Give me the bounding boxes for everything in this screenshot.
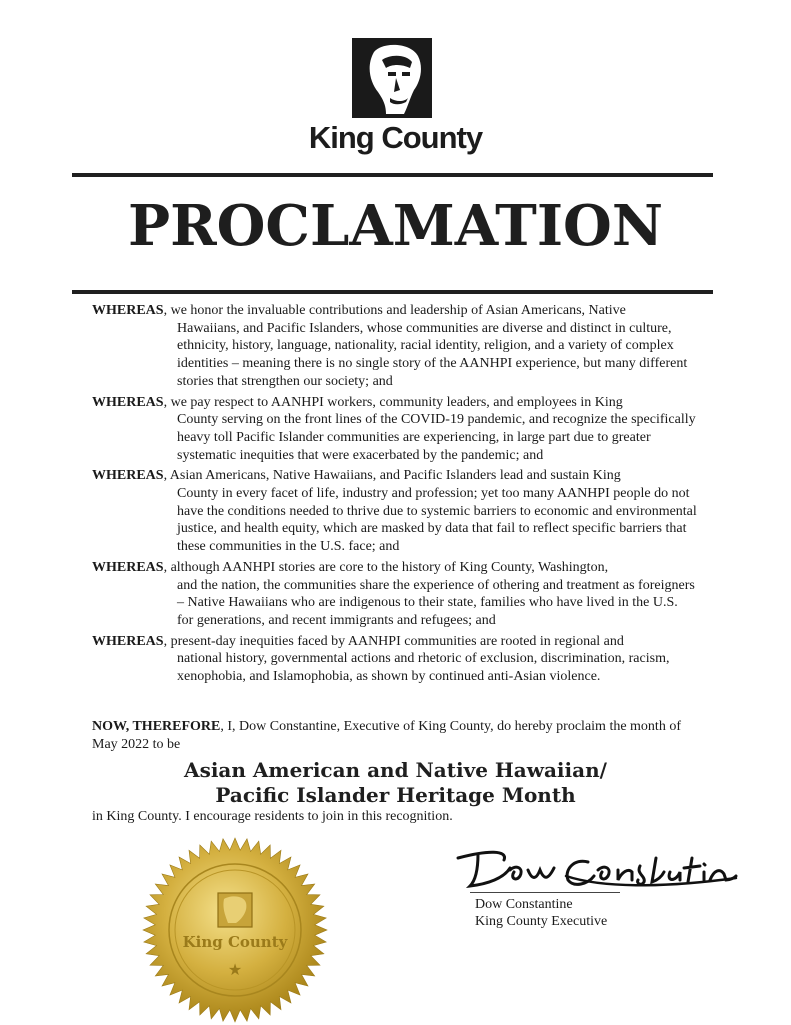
- top-divider: [72, 173, 713, 177]
- whereas-clauses: [92, 302, 697, 689]
- closing-sentence: in King County. I encourage residents to join in this recognition.: [92, 809, 453, 824]
- clause-first-line: , we pay respect to AANHPI workers, community leaders, and employees in King: [163, 394, 623, 410]
- bottom-divider: [72, 290, 713, 294]
- clause-keyword: WHEREAS: [92, 559, 164, 575]
- conclusion-keyword: NOW, THEREFORE: [92, 719, 221, 734]
- heritage-month-headline: [0, 758, 791, 808]
- clause-body: and the nation, the communities share the experience of othering and treatment as foreigners – Native Hawaiians who are indigenous to their state, families who have lived in the U.S. for generations, and recent immigrants and refugees; and: [177, 577, 695, 628]
- clause-body: County in every facet of life, industry and profession; yet too many AANHPI people do not have the conditions needed to thrive due to systemic barriers to economic and environmental justice, and health equity, which are masked by data that fail to reflect specific barriers that these communities in the U.S. face; and: [177, 486, 697, 555]
- proclamation-statement: [92, 718, 702, 753]
- clause-keyword: WHEREAS: [92, 303, 164, 318]
- signature-line: [470, 892, 620, 893]
- gold-seal-icon: [140, 835, 330, 1025]
- clause-body: Hawaiians, and Pacific Islanders, whose communities are diverse and distinct in culture, ethnicity, history, language, nationality, racial identity, religion, and a variety of complex identities – meaning there is no single story of the AANHPI experience, but many different stories that strengthen our society; and: [177, 320, 688, 389]
- whereas-clause: [92, 467, 697, 556]
- whereas-clause: [92, 394, 697, 465]
- headline-line-2: Pacific Islander Heritage Month: [215, 783, 576, 807]
- clause-first-line: , Asian Americans, Native Hawaiians, and Pacific Islanders lead and sustain King: [163, 468, 621, 484]
- clause-first-line: , we honor the invaluable contributions and leadership of Asian Americans, Native: [163, 303, 626, 318]
- signer-name: Dow Constantine: [475, 897, 573, 912]
- org-name: King County: [308, 120, 483, 155]
- seal-text: King County: [182, 933, 288, 951]
- headline-line-1: Asian American and Native Hawaiian/: [184, 758, 607, 782]
- page-title: PROCLAMATION: [127, 193, 664, 259]
- clause-first-line: , present-day inequities faced by AANHPI communities are rooted in regional and: [163, 633, 624, 649]
- conclusion-text: , I, Dow Constantine, Executive of King County, do hereby proclaim the month of May 2022 to be: [92, 719, 681, 752]
- clause-first-line: , although AANHPI stories are core to the history of King County, Washington,: [163, 559, 609, 575]
- svg-text:★: ★: [227, 960, 243, 979]
- clause-body: national history, governmental actions and rhetoric of exclusion, discrimination, racism, xenophobia, and Islamophobia, as shown by continued anti-Asian violence.: [177, 651, 670, 685]
- whereas-clause: [92, 633, 697, 686]
- whereas-clause: [92, 559, 697, 630]
- signer-title: King County Executive: [475, 914, 608, 929]
- signer-block: [475, 896, 607, 930]
- clause-keyword: WHEREAS: [92, 633, 164, 649]
- whereas-clause: [92, 302, 697, 391]
- clause-keyword: WHEREAS: [92, 468, 164, 484]
- handwritten-signature-icon: [448, 840, 738, 900]
- clause-keyword: WHEREAS: [92, 394, 164, 410]
- king-county-logo-icon: [352, 38, 432, 118]
- clause-body: County serving on the front lines of the COVID-19 pandemic, and recognize the specifically heavy toll Pacific Islander communities are experiencing, in large part due to greater systematic inequities that were exacerbated by the pandemic; and: [177, 412, 696, 463]
